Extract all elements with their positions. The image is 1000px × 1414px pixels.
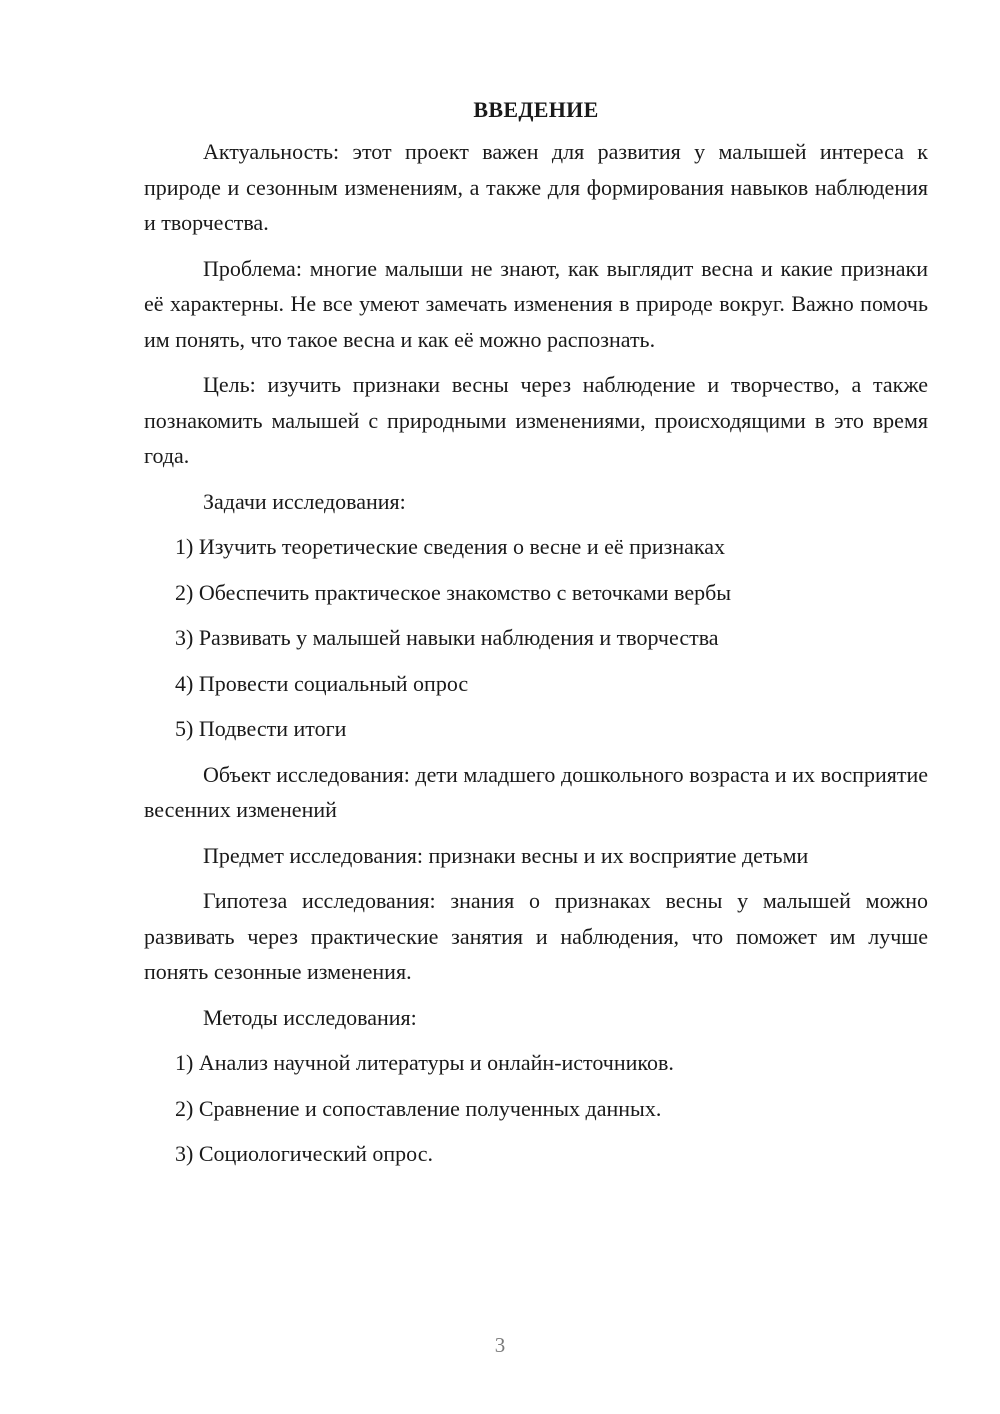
method-item: 2) Сравнение и сопоставление полученных данных. bbox=[175, 1095, 662, 1121]
page-number: 3 bbox=[494, 1333, 506, 1357]
task-item: 1) Изучить теоретические сведения о весне и её признаках bbox=[175, 534, 726, 559]
task-item: 2) Обеспечить практическое знакомство с веточками вербы bbox=[175, 579, 732, 605]
section-title: ВВЕДЕНИЕ bbox=[473, 97, 599, 122]
task-item: 4) Провести социальный опрос bbox=[175, 670, 469, 696]
tasks-heading: Задачи исследования: bbox=[203, 488, 406, 514]
methods-heading: Методы исследования: bbox=[203, 1004, 417, 1030]
page-content bbox=[144, 92, 928, 1182]
task-item: 3) Развивать у малышей навыки наблюдения и творчества bbox=[175, 625, 719, 650]
method-item: 3) Социологический опрос. bbox=[175, 1141, 433, 1166]
task-item: 5) Подвести итоги bbox=[175, 716, 347, 741]
tasks-list bbox=[144, 529, 928, 747]
relevance-paragraph: Актуальность: этот проект важен для развития у малышей интереса к природе и сезонным изменениям, а также для формирования навыков наблюдения и творчества. bbox=[144, 139, 928, 235]
problem-paragraph: Проблема: многие малыши не знают, как выглядит весна и какие признаки её характерны. Не все умеют замечать изменения в природе вокруг. Важно помочь им понять, что такое весна и как её можно распознать. bbox=[144, 255, 928, 352]
methods-list bbox=[144, 1045, 928, 1172]
object-paragraph: Объект исследования: дети младшего дошкольного возраста и их восприятие весенних изменений bbox=[144, 761, 928, 822]
goal-paragraph: Цель: изучить признаки весны через наблюдение и творчество, а также познакомить малышей с природными изменениями, происходящими в это время года. bbox=[144, 372, 928, 468]
method-item: 1) Анализ научной литературы и онлайн-источников. bbox=[175, 1050, 674, 1075]
hypothesis-paragraph: Гипотеза исследования: знания о признаках весны у малышей можно развивать через практические занятия и наблюдения, что поможет им лучше понять сезонные изменения. bbox=[144, 888, 928, 984]
subject-paragraph: Предмет исследования: признаки весны и их восприятие детьми bbox=[203, 842, 809, 868]
